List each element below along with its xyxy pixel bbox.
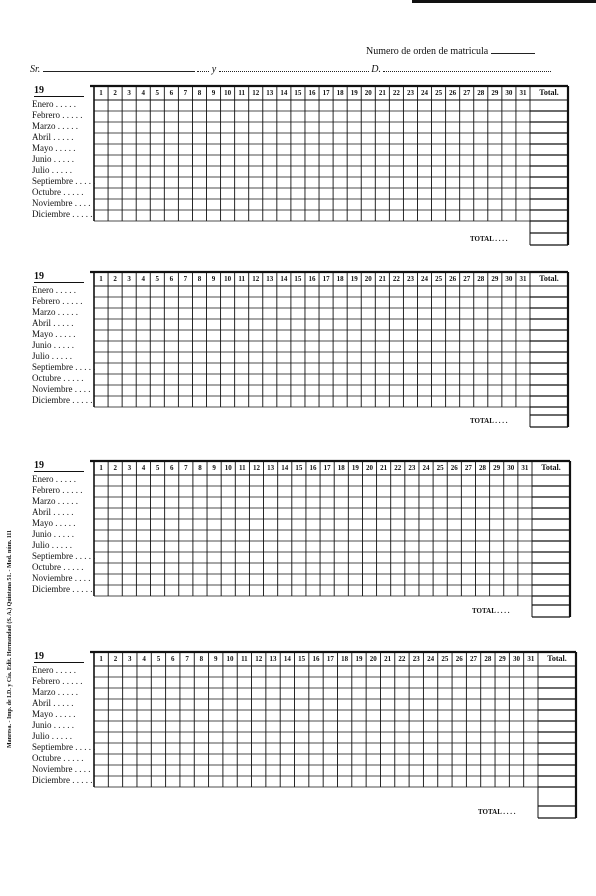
d-name-field[interactable] [383, 71, 551, 72]
day-header: 19 [351, 464, 359, 472]
day-header: 23 [406, 89, 414, 97]
day-header: 2 [113, 655, 118, 663]
day-header: 9 [211, 89, 216, 97]
month-label: Diciembre . . . [32, 209, 92, 219]
day-header: 4 [142, 655, 146, 663]
day-header: 3 [128, 655, 132, 663]
day-header: 18 [336, 89, 344, 97]
total-footer-label: TOTAL . . . . [472, 607, 509, 615]
month-label: Septiembre . . . [32, 176, 96, 186]
day-header: 4 [141, 275, 145, 283]
day-header: 6 [169, 275, 174, 283]
month-label: Marzo . . . [32, 121, 78, 131]
day-header: 28 [477, 275, 485, 283]
day-header: 3 [127, 464, 132, 472]
order-number-field[interactable] [491, 53, 535, 54]
day-header: 24 [421, 89, 428, 97]
name-line [30, 64, 551, 75]
month-label: Mayo . . . [32, 143, 76, 153]
month-label: Octubre . . . [32, 187, 84, 197]
day-header: 9 [213, 655, 218, 663]
attendance-table-1 [30, 86, 568, 245]
day-header: 27 [464, 464, 472, 472]
day-header: 29 [491, 275, 499, 283]
day-header: 10 [224, 89, 232, 97]
day-header: 24 [427, 655, 435, 663]
sr-name-field[interactable] [43, 71, 195, 72]
day-header: 15 [294, 275, 302, 283]
d-label: D. [371, 64, 381, 75]
day-header: 18 [341, 655, 349, 663]
day-header: 26 [450, 464, 458, 472]
day-header: 30 [505, 89, 513, 97]
day-header: 10 [224, 464, 232, 472]
day-header: 7 [183, 89, 188, 97]
printer-imprint: Manresa. - Imp. de I.D. y Cía. Edit. Hermandad (S. A.) Quintana 51. - Mod. núm. 111 [7, 529, 13, 749]
day-header: 1 [99, 655, 103, 663]
year-label: 19 [34, 271, 84, 283]
day-header: 8 [197, 275, 202, 283]
day-header: 26 [455, 655, 463, 663]
day-header: 9 [212, 464, 216, 472]
month-label: Octubre . . . [32, 373, 84, 383]
day-header: 31 [521, 464, 529, 472]
day-header: 21 [378, 275, 386, 283]
day-header: 16 [308, 275, 316, 283]
day-header: 7 [184, 464, 188, 472]
day-header: 13 [267, 464, 275, 472]
day-header: 22 [392, 89, 400, 97]
day-header: 13 [269, 655, 277, 663]
month-label: Abril . . . [32, 698, 74, 708]
day-header: 14 [281, 464, 289, 472]
day-header: 26 [449, 275, 457, 283]
month-label: Junio . . . [32, 340, 74, 350]
day-header: 2 [113, 275, 117, 283]
month-label: Julio . . . [32, 540, 72, 550]
order-number-line [366, 46, 535, 57]
month-label: Febrero . . . [32, 676, 83, 686]
day-header: 22 [392, 275, 400, 283]
day-header: 11 [241, 655, 248, 663]
day-header: 23 [406, 275, 414, 283]
day-header: 30 [505, 275, 513, 283]
month-label: Enero . . . [32, 665, 76, 675]
day-header: 27 [463, 89, 471, 97]
day-header: 19 [350, 89, 358, 97]
day-header: 4 [141, 464, 146, 472]
month-label: Octubre . . . [32, 562, 84, 572]
day-header: 3 [127, 275, 131, 283]
day-header: 4 [141, 89, 145, 97]
day-header: 27 [470, 655, 478, 663]
day-header: 5 [156, 655, 161, 663]
total-footer-label: TOTAL . . . . [470, 417, 507, 425]
month-label: Febrero . . . [32, 110, 83, 120]
total-footer-label: TOTAL . . . . [478, 808, 515, 816]
month-label: Julio . . . [32, 165, 72, 175]
month-label: Junio . . . [32, 154, 74, 164]
month-label: Octubre . . . [32, 753, 84, 763]
month-label: Julio . . . [32, 351, 72, 361]
sr-label: Sr. [30, 64, 41, 75]
month-label: Mayo . . . [32, 329, 76, 339]
y-label: y [211, 64, 217, 75]
day-header: 21 [378, 89, 386, 97]
day-header: 12 [255, 655, 263, 663]
table-grid-lines [30, 272, 568, 427]
sr-name-dots [197, 71, 209, 72]
month-label: Mayo . . . [32, 518, 76, 528]
month-label: Enero . . . [32, 99, 76, 109]
month-label: Noviembre . . . [32, 198, 95, 208]
day-header: 16 [309, 464, 317, 472]
year-label: 19 [34, 460, 84, 472]
year-label: 19 [34, 651, 84, 663]
top-edge-rule [412, 0, 596, 3]
month-label: Septiembre . . . [32, 551, 96, 561]
day-header: 2 [113, 464, 117, 472]
day-header: 8 [199, 655, 204, 663]
day-header: 1 [99, 464, 103, 472]
month-label: Diciembre . . . [32, 395, 92, 405]
day-header: 17 [323, 464, 331, 472]
total-column-header: Total. [539, 88, 559, 97]
day-header: 13 [266, 89, 274, 97]
day-header: 16 [312, 655, 320, 663]
month-label: Septiembre . . . [32, 362, 96, 372]
month-label: Noviembre . . . [32, 764, 95, 774]
day-header: 28 [479, 464, 487, 472]
day-header: 11 [238, 275, 245, 283]
attendance-table-4 [30, 652, 576, 818]
day-header: 11 [238, 89, 245, 97]
table-grid-lines [30, 86, 568, 245]
day-header: 29 [493, 464, 501, 472]
total-column-header: Total. [547, 654, 567, 663]
day-header: 19 [350, 275, 358, 283]
day-header: 25 [435, 89, 443, 97]
day-header: 22 [398, 655, 406, 663]
attendance-table-3 [30, 461, 570, 617]
day-header: 10 [224, 275, 232, 283]
day-header: 13 [266, 275, 274, 283]
day-header: 19 [355, 655, 363, 663]
table-grid-lines [30, 461, 570, 617]
day-header: 14 [280, 275, 288, 283]
day-header: 12 [252, 275, 260, 283]
month-label: Marzo . . . [32, 496, 78, 506]
month-label: Septiembre . . . [32, 742, 96, 752]
month-label: Marzo . . . [32, 307, 78, 317]
day-header: 14 [283, 655, 291, 663]
day-header: 5 [155, 464, 160, 472]
day-header: 21 [380, 464, 388, 472]
day-header: 27 [463, 275, 471, 283]
month-label: Diciembre . . . [32, 775, 92, 785]
day-header: 8 [198, 464, 202, 472]
day-header: 15 [294, 89, 302, 97]
month-label: Junio . . . [32, 529, 74, 539]
month-label: Julio . . . [32, 731, 72, 741]
day-header: 25 [435, 275, 443, 283]
day-header: 28 [477, 89, 485, 97]
day-header: 31 [519, 89, 527, 97]
day-header: 9 [211, 275, 216, 283]
day-header: 24 [422, 464, 430, 472]
day-header: 8 [197, 89, 202, 97]
day-header: 20 [364, 89, 372, 97]
total-footer-label: TOTAL . . . . [470, 235, 507, 243]
day-header: 25 [436, 464, 444, 472]
day-header: 21 [384, 655, 392, 663]
attendance-table-2 [30, 272, 568, 427]
month-label: Abril . . . [32, 318, 74, 328]
day-header: 12 [252, 89, 260, 97]
day-header: 25 [441, 655, 449, 663]
day-header: 1 [99, 275, 103, 283]
month-label: Enero . . . [32, 474, 76, 484]
day-header: 31 [527, 655, 535, 663]
month-label: Marzo . . . [32, 687, 78, 697]
day-header: 6 [169, 89, 174, 97]
day-header: 28 [484, 655, 492, 663]
day-header: 29 [491, 89, 499, 97]
day-header: 12 [252, 464, 260, 472]
day-header: 30 [507, 464, 515, 472]
day-header: 2 [113, 89, 117, 97]
day-header: 7 [185, 655, 189, 663]
day-header: 5 [155, 89, 160, 97]
second-name-field[interactable] [219, 71, 369, 72]
day-header: 20 [364, 275, 372, 283]
day-header: 18 [337, 464, 345, 472]
day-header: 26 [449, 89, 457, 97]
day-header: 31 [519, 275, 527, 283]
day-header: 18 [336, 275, 344, 283]
day-header: 16 [308, 89, 316, 97]
day-header: 29 [498, 655, 506, 663]
day-header: 6 [169, 464, 174, 472]
month-label: Abril . . . [32, 507, 74, 517]
day-header: 30 [513, 655, 520, 663]
total-column-header: Total. [539, 274, 559, 283]
month-label: Abril . . . [32, 132, 74, 142]
day-header: 5 [155, 275, 160, 283]
year-label: 19 [34, 85, 84, 97]
total-column-header: Total. [541, 463, 561, 472]
month-label: Noviembre . . . [32, 573, 95, 583]
day-header: 22 [394, 464, 402, 472]
month-label: Noviembre . . . [32, 384, 95, 394]
day-header: 15 [295, 464, 303, 472]
day-header: 17 [322, 89, 330, 97]
order-number-label: Numero de orden de matricula [366, 46, 489, 57]
day-header: 17 [326, 655, 334, 663]
day-header: 20 [369, 655, 377, 663]
day-header: 3 [127, 89, 131, 97]
day-header: 15 [298, 655, 306, 663]
month-label: Junio . . . [32, 720, 74, 730]
day-header: 6 [171, 655, 175, 663]
month-label: Mayo . . . [32, 709, 76, 719]
day-header: 23 [412, 655, 420, 663]
table-grid-lines [30, 652, 576, 818]
day-header: 11 [239, 464, 246, 472]
month-label: Diciembre . . . [32, 584, 92, 594]
day-header: 20 [366, 464, 373, 472]
day-header: 1 [99, 89, 103, 97]
day-header: 24 [421, 275, 428, 283]
month-label: Enero . . . [32, 285, 76, 295]
day-header: 14 [280, 89, 288, 97]
month-label: Febrero . . . [32, 296, 83, 306]
day-header: 7 [183, 275, 188, 283]
month-label: Febrero . . . [32, 485, 83, 495]
day-header: 17 [322, 275, 330, 283]
day-header: 23 [408, 464, 416, 472]
day-header: 10 [226, 655, 234, 663]
